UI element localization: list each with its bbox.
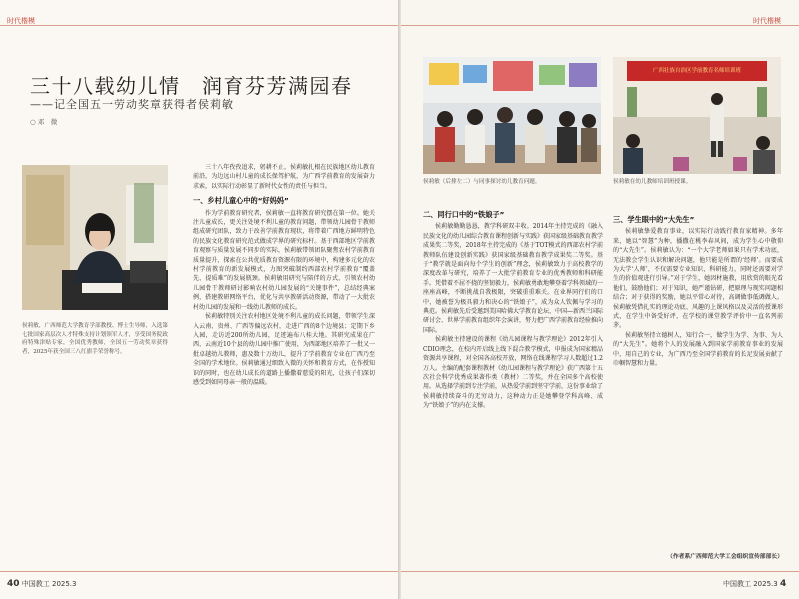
lecture-illustration [613, 57, 781, 174]
right-column-1-text [423, 210, 603, 566]
left-page [0, 0, 398, 599]
header-rule [401, 25, 799, 26]
photo1-caption: 侯莉敏（后排左二）与同事探讨幼儿教育问题。 [423, 179, 541, 185]
meeting-photo [423, 57, 601, 174]
section2-heading: 二、同行口中的“铁娘子” [423, 210, 505, 219]
section3-paragraph: 侯莉敏挚爱教育事业，以实际行动践行教育家精神。多年来，她以“智慧”为种，播撒在桃李春风间，成为学生心中敬仰的“大先生”。侯莉敏认为：“一个大学老师如果只有学术功底，无法教会学生认识和解决问题，他只能是所谓的‘经师’。而要成为大学‘人师’，不仅需要专业知识，科研能力，同时还需要对学生的价值观进行引导。”对于学生，她因材施教，用欣赏的眼光看他们，鼓励他们；对于知识，她严谨钻研，把原理与现实问题相结合；对于获得的奖励，她以平常心对待，高调做事低调做人。侯莉敏凭借扎实的理论功底、风趣的上课风格以及灵活的授课形式，在学生中备受好评，在学校的课堂教学评价中一直名列前茅。 [613, 228, 783, 330]
photo2-banner: 广西壮族自治区学前教育名师培训班 [652, 68, 741, 74]
author-affiliation: （作者系广西师范大学工会组织宣传部部长） [667, 554, 783, 560]
lecture-photo [613, 57, 781, 174]
section3-paragraph: 侯莉敏坚持立德树人，知行合一，做学生为学、为事、为人的“大先生”。她将个人的发展融入到国家学前教育事业的发展中，用自己的专业，为广西乃至全国学前教育的长足发展贡献了巾帼智慧和力量。 [613, 331, 783, 368]
right-column-2-text [613, 210, 783, 550]
portrait-photo [22, 165, 168, 310]
left-column-text [193, 163, 375, 561]
article-author: ○ 邓 微 [30, 118, 58, 126]
section-tag: 时代楷模 [7, 17, 35, 25]
footer-rule [401, 571, 799, 572]
section-tag: 时代楷模 [753, 17, 781, 25]
section3-heading: 三、学生眼中的“大先生” [613, 215, 695, 224]
section1-heading: 一、乡村儿童心中的“好妈妈” [193, 196, 289, 206]
meeting-illustration [423, 57, 601, 174]
folio [723, 579, 786, 589]
intro-paragraph: 三十八年孜孜追求，躬耕不止，侯莉敏扎根在民族地区幼儿教育前沿，为边远山村儿童的成长保驾护航，为广西学前教育的发展奋力求索，以实际行动彰显了新时代女性的责任与担当。 [193, 164, 375, 190]
portrait-illustration [22, 165, 168, 310]
section2-paragraph: 侯莉敏主持建设的课程《幼儿园课程与教学理论》2012年引入CDIO理念，在校内开启线上线下混合教学模式，申报成为国家精品资源共享课程，对全国各高校开放，网络在线课程学习人数超过1.2万人。主编的配套课程教材《幼儿园课程与教学理论》获广西第十五次社会科学优秀成果著作类（教材）二等奖，并在全国多个高校使用。从选择学前到专注学前，从热爱学前到坚守学前，这份事业给了侯莉敏持续奋斗的无穷动力，这种动力正是她攀登学科高峰、成为“铁娘子”的内在支撑。 [423, 336, 603, 410]
footer-rule [0, 571, 398, 572]
page-number: 40 [7, 579, 20, 589]
right-page [401, 0, 799, 599]
article-subtitle: ——记全国五一劳动奖章获得者侯莉敏 [30, 98, 234, 111]
portrait-caption: 侯莉敏，广西师范大学教育学部教授、博士生导师，入选第七批国家高层次人才特殊支持计划领军人才，享受国务院政府特殊津贴专家，全国优秀教师，全国五一劳动奖章获得者，2025年获全国三八红旗手荣誉称号。 [22, 323, 168, 355]
header-rule [0, 25, 398, 26]
photo2-caption: 侯莉敏在幼儿教师培训班授课。 [613, 179, 692, 185]
journal-name: 中国教工 2025.3 [723, 580, 778, 588]
page-number: 4 [779, 579, 787, 589]
section1-paragraph: 侯莉敏特别关注农村地区处境不利儿童的成长问题，带领学生深入云南、贵州、广西等偏远农村，走进广西的8个边境县；定期下乡入园，走访近200所幼儿园，足迹遍布八桂大地。其研究成果在广西、云南近10个县的幼儿园中推广使用，为西部地区培养了一批又一批卓越幼儿教师，惠及数十万幼儿，提升了学前教育专业在广西乃至全国的学术地位。侯莉敏通过细致入微的关怀和教育方式，在作授知识的同时，也在幼儿成长的道路上播撒着慈爱的阳光，让孩子们深切感受到如同母亲一般的温暖。 [193, 313, 375, 386]
journal-name: 中国教工 2025.3 [21, 580, 77, 588]
section1-paragraph: 作为学前教育研究者，侯莉敏一直将教育研究摆在第一位。她关注儿童成长，更关注处境不利儿童的教育问题，带领幼儿园骨干教师组成研究团队，致力于改善学前教育现状，将带着广西地方鲜明特色的民族文化教育研究范式做成学界的研究标杆。基于西部地区学前教育观察与质量发展不同步的实际，侯莉敏带领团队聚焦农村学前教育质量提升，探索在公共优质教育资源有限的环境中，构建多元化的农村学前教育的新发展模式，力图突破制约西部农村学前教育“覆盖先、提质难”的发展瓶颈。侯莉敏用研究与陪伴的方式，引领农村幼儿园骨干教师研讨影响农村幼儿园发展的“关键事件”，总结经典案例，搭建教研网络平台，优化与共享教研活动资源，带动了一大批农村幼儿园的发展和一线幼儿教师的成长。 [193, 209, 375, 311]
section2-paragraph: 侯莉敏勤勤恳恳，教学科研双丰收。2014年主持完成的《融入民族文化的幼儿园综合教育课程创新与实践》获国家级基础教育教学成果奖二等奖，2018年主持完成的《基于TOT模式的西部农村学前教师队伍建设创新实践》获国家级基础教育教学成果奖二等奖。基于“教学就是面向每个学生的创新”理念，侯莉敏致力于高校教学的深度改革与研究，培养了一大批学前教育专业的优秀教师和科研能手。凭借着不屈不挠的坚韧毅力，侯莉敏勇敢地攀登着学科领域的一座座高峰，不断挑战自我极限，突破重重难关。在业界同行们的口中，她被誉为极具毅力和决心的“铁娘子”，成为众人钦佩与学习的典范。侯莉敏先后受邀到美国哈佛大学教育论坛、中国—新西兰国际研讨会、世界学前教育组织年会演讲，努力把广西学前教育经验推向国际。 [423, 223, 603, 334]
article-title: 三十八载幼儿情 润育芬芳满园春 [30, 74, 353, 98]
folio [7, 579, 76, 589]
